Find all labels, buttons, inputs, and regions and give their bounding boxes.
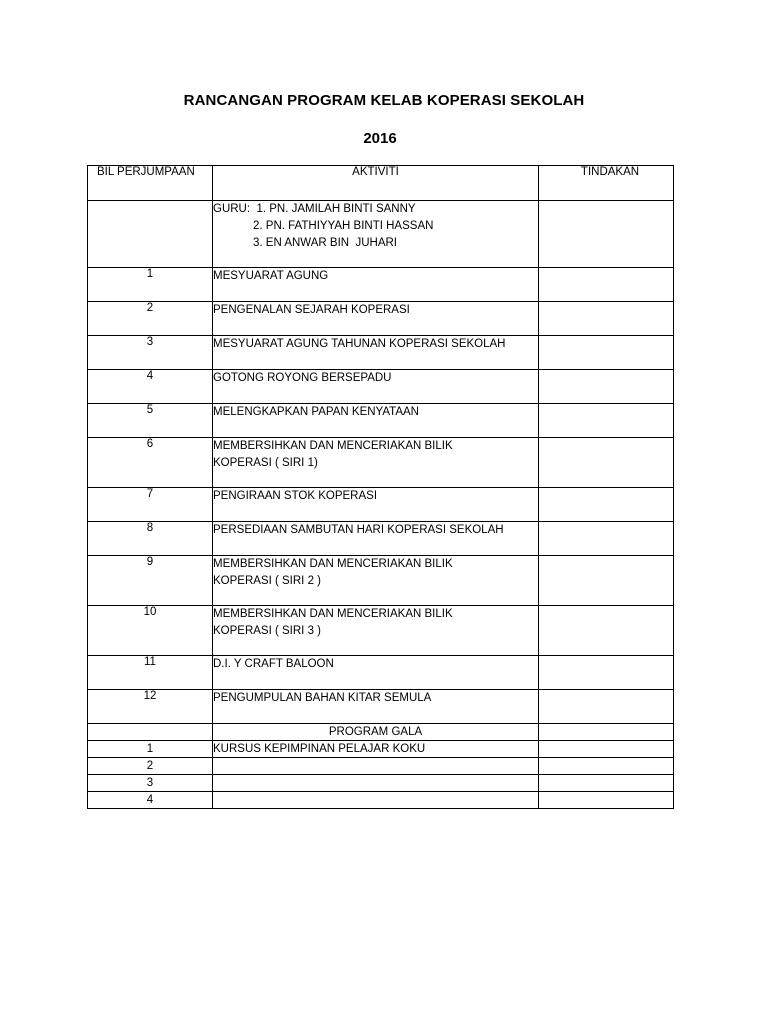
row-tindakan <box>539 488 674 522</box>
row-aktiviti <box>213 690 539 724</box>
gala-row-aktiviti <box>213 775 539 792</box>
row-aktiviti-line1: PERSEDIAAN SAMBUTAN HARI KOPERASI SEKOLAH <box>213 524 504 536</box>
row-bil: 9 <box>88 556 213 606</box>
row-tindakan <box>539 690 674 724</box>
table-row <box>88 302 674 336</box>
row-aktiviti <box>213 404 539 438</box>
row-aktiviti <box>213 336 539 370</box>
row-aktiviti <box>213 606 539 656</box>
document-title: RANCANGAN PROGRAM KELAB KOPERASI SEKOLAH <box>183 92 585 109</box>
row-tindakan <box>539 438 674 488</box>
row-bil: 11 <box>88 656 213 690</box>
row-aktiviti-line1: GOTONG ROYONG BERSEPADU <box>213 372 392 384</box>
row-aktiviti <box>213 556 539 606</box>
table-row <box>88 488 674 522</box>
teacher-line-3: 3. EN ANWAR BIN JUHARI <box>253 237 397 249</box>
row-aktiviti <box>213 656 539 690</box>
row-aktiviti-line1: MELENGKAPKAN PAPAN KENYATAAN <box>213 406 419 418</box>
row-tindakan <box>539 302 674 336</box>
gala-row-aktiviti <box>213 758 539 775</box>
table-header-row <box>88 166 674 201</box>
row-bil: 2 <box>88 302 213 336</box>
gala-row-bil: 3 <box>88 775 213 792</box>
table-row <box>88 336 674 370</box>
row-aktiviti-line1: PENGIRAAN STOK KOPERASI <box>213 490 378 502</box>
row-bil: 12 <box>88 690 213 724</box>
header-tindakan: TINDAKAN <box>539 166 674 201</box>
gala-row-tindakan <box>539 792 674 809</box>
row-tindakan <box>539 336 674 370</box>
row-aktiviti-line1: MESYUARAT AGUNG <box>213 270 329 282</box>
gala-row-bil: 4 <box>88 792 213 809</box>
gala-row-tindakan <box>539 741 674 758</box>
gala-row <box>88 792 674 809</box>
gala-row-tindakan <box>539 758 674 775</box>
document-year: 2016 <box>363 130 397 147</box>
gala-row-bil: 1 <box>88 741 213 758</box>
row-aktiviti <box>213 438 539 488</box>
teacher-list-cell <box>213 201 539 268</box>
row-aktiviti-line1: MEMBERSIHKAN DAN MENCERIAKAN BILIK <box>213 440 453 452</box>
gala-row-aktiviti <box>213 792 539 809</box>
row-tindakan <box>539 370 674 404</box>
program-table <box>87 165 674 809</box>
header-aktiviti: AKTIVITI <box>213 166 539 201</box>
row-bil: 4 <box>88 370 213 404</box>
table-row <box>88 438 674 488</box>
row-bil: 8 <box>88 522 213 556</box>
teacher-row <box>88 201 674 268</box>
gala-row-aktiviti: KURSUS KEPIMPINAN PELAJAR KOKU <box>213 741 539 758</box>
row-bil: 1 <box>88 268 213 302</box>
row-aktiviti-line2: KOPERASI ( SIRI 2 ) <box>213 575 321 587</box>
gala-title-row <box>88 724 674 741</box>
row-aktiviti-line1: MEMBERSIHKAN DAN MENCERIAKAN BILIK <box>213 558 453 570</box>
row-aktiviti-line1: D.I. Y CRAFT BALOON <box>213 658 334 670</box>
row-tindakan <box>539 522 674 556</box>
gala-row <box>88 775 674 792</box>
header-bil-perjumpaan: BIL PERJUMPAAN <box>88 166 213 201</box>
row-aktiviti <box>213 302 539 336</box>
teacher-tindakan-cell <box>539 201 674 268</box>
row-aktiviti-line1: PENGENALAN SEJARAH KOPERASI <box>213 304 410 316</box>
gala-title: PROGRAM GALA <box>213 724 539 741</box>
table-row <box>88 690 674 724</box>
row-aktiviti-line1: PENGUMPULAN BAHAN KITAR SEMULA <box>213 692 432 704</box>
row-bil: 3 <box>88 336 213 370</box>
row-aktiviti-line2: KOPERASI ( SIRI 1) <box>213 457 318 469</box>
row-bil: 7 <box>88 488 213 522</box>
gala-row <box>88 758 674 775</box>
row-bil: 5 <box>88 404 213 438</box>
table-row <box>88 556 674 606</box>
table-row <box>88 268 674 302</box>
teacher-bil-cell <box>88 201 213 268</box>
row-aktiviti-line2: KOPERASI ( SIRI 3 ) <box>213 625 321 637</box>
row-tindakan <box>539 606 674 656</box>
row-bil: 6 <box>88 438 213 488</box>
row-aktiviti <box>213 370 539 404</box>
table-row <box>88 370 674 404</box>
row-bil: 10 <box>88 606 213 656</box>
table-row <box>88 656 674 690</box>
row-tindakan <box>539 404 674 438</box>
gala-row <box>88 741 674 758</box>
gala-row-tindakan <box>539 775 674 792</box>
table-row <box>88 404 674 438</box>
row-aktiviti-line1: MESYUARAT AGUNG TAHUNAN KOPERASI SEKOLAH <box>213 338 506 350</box>
table-row <box>88 522 674 556</box>
row-aktiviti-line1: MEMBERSIHKAN DAN MENCERIAKAN BILIK <box>213 608 453 620</box>
teacher-line-2: 2. PN. FATHIYYAH BINTI HASSAN <box>253 220 434 232</box>
teacher-line-1: GURU: 1. PN. JAMILAH BINTI SANNY <box>213 203 416 215</box>
gala-title-bil-cell <box>88 724 213 741</box>
row-tindakan <box>539 268 674 302</box>
row-tindakan <box>539 656 674 690</box>
row-aktiviti <box>213 522 539 556</box>
row-tindakan <box>539 556 674 606</box>
gala-title-tindakan-cell <box>539 724 674 741</box>
row-aktiviti <box>213 488 539 522</box>
table-row <box>88 606 674 656</box>
gala-row-bil: 2 <box>88 758 213 775</box>
row-aktiviti <box>213 268 539 302</box>
